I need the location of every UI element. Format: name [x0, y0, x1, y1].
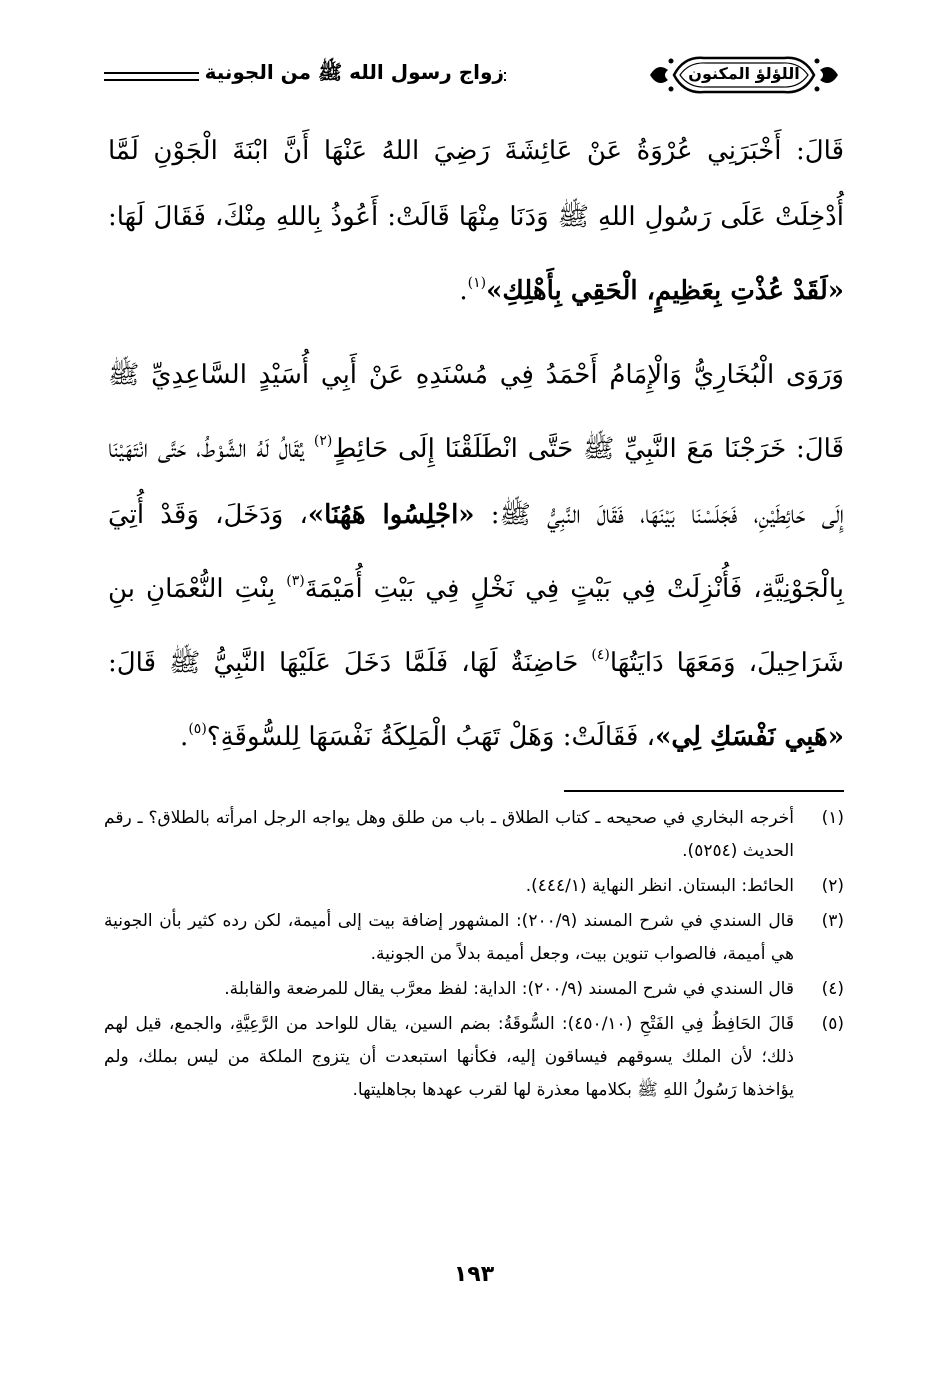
- footnote-ref-3: (٣): [286, 573, 305, 589]
- footnotes: [104, 802, 844, 1107]
- footnote-number: (٣): [821, 911, 844, 931]
- footnote-1: [104, 802, 844, 868]
- chapter-title: زواج رسول الله ﷺ من الجونية: [199, 60, 504, 89]
- footnote-text: الحائط: البستان. انظر النهاية (٤٤٤/١).: [525, 876, 794, 896]
- footnote-number: (٤): [821, 979, 844, 999]
- footnote-text: أخرجه البخاري في صحيحه ـ كتاب الطلاق ـ باب من طلق وهل يواجه الرجل امرأته بالطلاق؟ ـ رقم الحديث (٥٢٥٤).: [104, 808, 794, 861]
- paragraph-2-b: يُقَالُ لَهُ الشَّوْطُ، حَتَّى انْتَهَيْنَا إِلَى حَائِطَيْنِ، فَجَلَسْنَا بَيْنَهَا، فَقَالَ النَّبِيُّ ﷺ:: [108, 434, 844, 530]
- footnote-text: قَالَ الحَافِظُ فِي الفَتْحِ (٤٥٠/١٠): السُّوقَةُ: بضم السين، يقال للواحد من الرَّعِيَّةِ، والجمع، قيل لهم ذلك؛ لأن الملك يسوقهم فيساقون إليه، فكأنها استبعدت أن يتزوج الملكة من ليس بملك، ولم يؤاخذها رَسُولُ اللهِ ﷺ بكلامها معذرة لها لقرب عهدها بجاهليتها.: [104, 1014, 794, 1100]
- footnote-ref-5: (٥): [188, 721, 207, 737]
- page-number: ١٩٣: [453, 1262, 495, 1287]
- footnote-text: قال السندي في شرح المسند (٢٠٠/٩): المشهور إضافة بيت إلى أميمة، لكن رده كثير بأن الجونية هي أميمة، فالصواب تنوين بيت، وجعل أميمة بدلاً من الجونية.: [104, 911, 794, 964]
- paragraph-2-c: ، وَدَخَلَ، وَقَدْ أُتِيَ بِالْجَوْنِيَّةِ، فَأُنْزِلَتْ فِي بَيْتٍ فِي نَخْلٍ فِي بَيْتِ أُمَيْمَةَ: [108, 500, 844, 604]
- paragraph-2-e: حَاضِنَةٌ لَهَا، فَلَمَّا دَخَلَ عَلَيْهَا النَّبِيُّ ﷺ قَالَ:: [108, 648, 592, 678]
- paragraph-2-f: ، فَقَالَتْ: وَهَلْ تَهَبُ الْمَلِكَةُ نَفْسَهَا لِلسُّوقَةِ؟: [206, 722, 656, 752]
- footnote-4: [104, 973, 844, 1006]
- paragraph-2-d: بِنْتِ النُّعْمَانِ بنِ شَرَاحِيلَ، وَمَعَهَا دَايَتُهَا: [108, 574, 844, 678]
- paragraph-1: [108, 118, 844, 324]
- footnote-5: [104, 1008, 844, 1107]
- footnote-3: [104, 905, 844, 971]
- paragraph-1-end: .: [459, 276, 468, 306]
- footnote-text: قال السندي في شرح المسند (٢٠٠/٩): الداية: لفظ معرَّب يقال للمرضعة والقابلة.: [224, 979, 794, 999]
- paragraph-2-end: .: [180, 722, 189, 752]
- footnote-number: (٥): [821, 1014, 844, 1034]
- prophet-quote-3: «هَبِي نَفْسَكِ لِي»: [655, 722, 844, 752]
- footnote-ref-1: (١): [467, 275, 487, 291]
- book-title-ornament: [644, 52, 844, 98]
- footnote-2: [104, 870, 844, 903]
- footnote-ref-4: (٤): [591, 647, 610, 663]
- footnote-divider: [564, 790, 844, 792]
- paragraph-1-text: قَالَ: أَخْبَرَنِي عُرْوَةُ عَنْ عَائِشَةَ رَضِيَ اللهُ عَنْهَا أَنَّ ابْنَةَ الْجَوْنِ لَمَّا أُدْخِلَتْ عَلَى رَسُولِ اللهِ ﷺ وَدَنَا مِنْهَا قَالَتْ: أَعُوذُ بِاللهِ مِنْكَ، فَقَالَ لَهَا:: [108, 136, 844, 232]
- footnote-ref-2: (٢): [313, 433, 333, 449]
- footnote-number: (٢): [821, 876, 844, 896]
- page-header: [104, 52, 844, 100]
- main-text: [108, 118, 844, 770]
- footnote-number: (١): [821, 808, 844, 828]
- paragraph-2: [108, 342, 844, 770]
- prophet-quote-1: «لَقَدْ عُذْتِ بِعَظِيمٍ، الْحَقِي بِأَهْلِكِ»: [486, 276, 844, 306]
- paragraph-2-a: وَرَوَى الْبُخَارِيُّ وَالْإِمَامُ أَحْمَدُ فِي مُسْنَدِهِ عَنْ أَبِي أُسَيْدٍ السَّاعِدِيِّ ﷺ قَالَ: خَرَجْنَا مَعَ النَّبِيِّ ﷺ حَتَّى انْطَلَقْنَا إِلَى حَائِطٍ: [108, 360, 844, 464]
- book-title: اللؤلؤ المكنون: [688, 64, 800, 83]
- prophet-quote-2: «اجْلِسُوا هَهُنَا»: [307, 500, 475, 530]
